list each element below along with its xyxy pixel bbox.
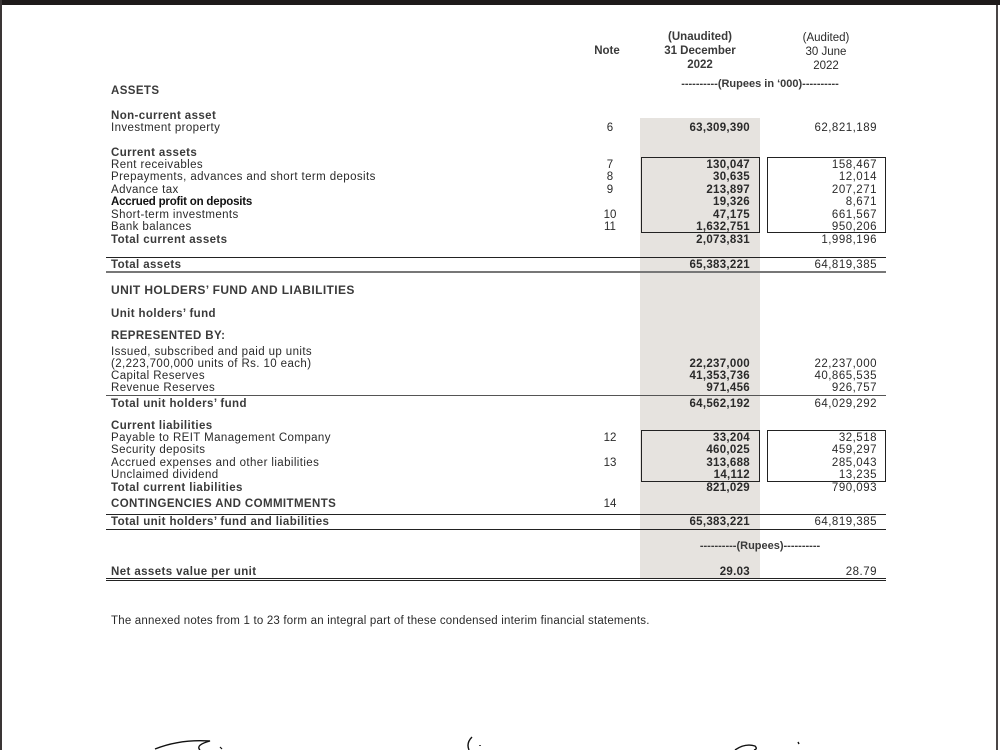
right-border (996, 5, 998, 750)
liabilities-heading: UNIT HOLDERS’ FUND AND LIABILITIES (111, 283, 355, 297)
investment-property-v2: 62,821,189 (814, 122, 877, 134)
nav-per-unit-label: Net assets value per unit (111, 566, 257, 578)
divider (106, 580, 886, 581)
divider (106, 271, 886, 273)
nav-per-unit-v2: 28.79 (845, 566, 877, 578)
table-row-v1: 313,688 (706, 457, 750, 469)
investment-property-label: Investment property (111, 122, 221, 134)
table-row-note: 7 (606, 159, 614, 171)
table-row-v1: 30,635 (713, 171, 750, 183)
total-current-liabilities-v1: 821,029 (706, 482, 750, 494)
total-current-assets-v1: 2,073,831 (696, 234, 750, 246)
table-row-note: 8 (606, 171, 614, 183)
issued-v1: 22,237,000 (689, 358, 750, 370)
table-row-v1: 460,025 (706, 444, 750, 456)
col2-header-line3: 2022 (813, 60, 839, 72)
table-row-label: Short-term investments (111, 209, 239, 221)
divider (106, 257, 886, 258)
top-border (0, 0, 1000, 5)
col1-header-line1: (Unaudited) (668, 31, 732, 43)
table-row-label: Accrued profit on deposits (111, 196, 253, 208)
contingencies-note: 14 (603, 498, 617, 510)
total-current-assets-label: Total current assets (111, 234, 228, 246)
table-row-label: Advance tax (111, 184, 179, 196)
non-current-heading: Non-current asset (111, 110, 217, 122)
table-row-label: Security deposits (111, 444, 206, 456)
total-liabilities-label: Total unit holders’ fund and liabilities (111, 516, 330, 528)
table-row-v1: 33,204 (713, 432, 750, 444)
table-row-v2: 459,297 (831, 444, 877, 456)
col1-header-line3: 2022 (687, 59, 713, 71)
investment-property-v1: 63,309,390 (689, 122, 750, 134)
total-fund-label: Total unit holders’ fund (111, 398, 247, 410)
table-row-v1: 213,897 (706, 184, 750, 196)
table-row-label: Unclaimed dividend (111, 469, 219, 481)
revenue-reserves-v1: 971,456 (706, 382, 750, 394)
table-row-v1: 14,112 (713, 469, 750, 481)
total-assets-label: Total assets (111, 259, 182, 271)
table-row-v2: 661,567 (831, 209, 877, 221)
assets-heading: ASSETS (111, 85, 160, 97)
table-row-v2: 207,271 (831, 184, 877, 196)
divider (106, 395, 886, 396)
signature-3 (720, 740, 820, 750)
capital-reserves-v1: 41,353,736 (689, 370, 750, 382)
total-fund-v2: 64,029,292 (814, 398, 877, 410)
contingencies-label: CONTINGENCIES AND COMMITMENTS (111, 498, 337, 510)
issued-label-line2: (2,223,700,000 units of Rs. 10 each) (111, 358, 312, 370)
table-row-v2: 13,235 (838, 469, 877, 481)
divider (106, 529, 886, 530)
nav-per-unit-v1: 29.03 (719, 566, 750, 578)
table-row-label: Bank balances (111, 221, 192, 233)
divider (106, 578, 886, 579)
capital-reserves-label: Capital Reserves (111, 370, 205, 382)
table-row-v1: 19,326 (713, 196, 750, 208)
total-current-liabilities-v2: 790,093 (831, 482, 877, 494)
signature-2 (460, 735, 500, 750)
table-row-label: Prepayments, advances and short term deposits (111, 171, 376, 183)
table-row-v2: 12,014 (838, 171, 877, 183)
table-row-v2: 285,043 (831, 457, 877, 469)
total-fund-v1: 64,562,192 (689, 398, 750, 410)
total-liabilities-v2: 64,819,385 (814, 516, 877, 528)
signature-1 (150, 735, 260, 750)
capital-reserves-v2: 40,865,535 (814, 370, 877, 382)
table-row-note: 10 (603, 209, 617, 221)
table-row-v2: 950,206 (831, 221, 877, 233)
table-row-label: Payable to REIT Management Company (111, 432, 331, 444)
current-assets-heading: Current assets (111, 147, 198, 159)
table-row-v2: 32,518 (838, 432, 877, 444)
col1-header-line2: 31 December (664, 45, 736, 57)
table-row-v1: 1,632,751 (696, 221, 750, 233)
table-row-note: 13 (603, 457, 617, 469)
table-row-note: 9 (606, 184, 614, 196)
footnote: The annexed notes from 1 to 23 form an integral part of these condensed interim financial statements. (111, 615, 650, 627)
divider (106, 514, 886, 515)
table-row-label: Accrued expenses and other liabilities (111, 457, 320, 469)
table-row-v2: 8,671 (845, 196, 877, 208)
revenue-reserves-v2: 926,757 (831, 382, 877, 394)
table-row-note: 12 (603, 432, 617, 444)
total-assets-v1: 65,383,221 (689, 259, 750, 271)
units-label: ----------(Rupees in ‘000)---------- (681, 78, 839, 90)
issued-label-line1: Issued, subscribed and paid up units (111, 346, 313, 358)
total-liabilities-v1: 65,383,221 (689, 516, 750, 528)
current-liabilities-heading: Current liabilities (111, 420, 213, 432)
table-row-v1: 47,175 (713, 209, 750, 221)
left-border (0, 0, 2, 750)
table-row-note: 11 (604, 221, 616, 233)
represented-by: REPRESENTED BY: (111, 330, 226, 342)
investment-property-note: 6 (606, 122, 614, 134)
col2-header-line1: (Audited) (802, 32, 850, 44)
fund-heading: Unit holders’ fund (111, 308, 216, 320)
total-current-assets-v2: 1,998,196 (821, 234, 877, 246)
total-current-liabilities-label: Total current liabilities (111, 482, 243, 494)
revenue-reserves-label: Revenue Reserves (111, 382, 216, 394)
rupees-units-label: ----------(Rupees)---------- (699, 540, 821, 552)
table-row-v1: 130,047 (706, 159, 750, 171)
note-header: Note (594, 45, 620, 57)
table-row-v2: 158,467 (831, 159, 877, 171)
col2-header-line2: 30 June (805, 46, 847, 58)
issued-v2: 22,237,000 (814, 358, 877, 370)
total-assets-v2: 64,819,385 (814, 259, 877, 271)
table-row-label: Rent receivables (111, 159, 204, 171)
